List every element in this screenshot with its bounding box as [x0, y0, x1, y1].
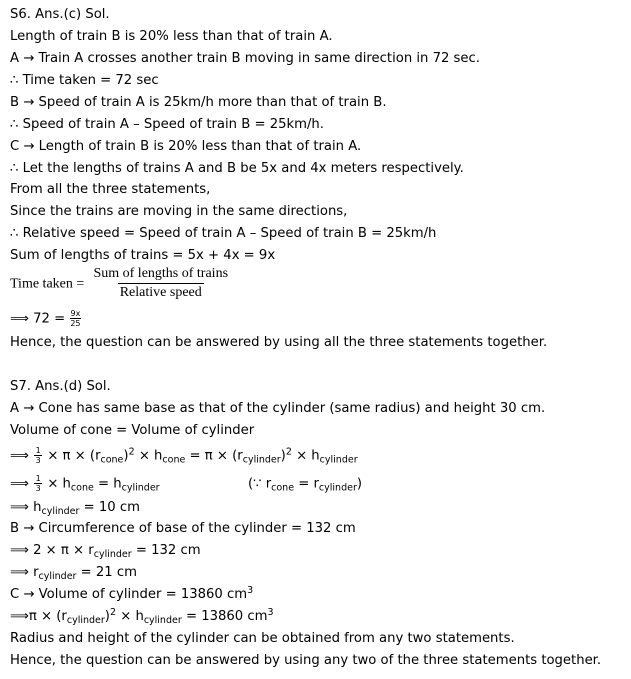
- s6-line-11: Sum of lengths of trains = 5x + 4x = 9x: [10, 248, 276, 263]
- s6-conclusion: Hence, the question can be answered by using all the three statements together.: [10, 335, 548, 350]
- line4-sup: 3: [247, 585, 254, 596]
- eq1-sub-cone-h: cone: [162, 454, 186, 466]
- eq1-part2: ): [123, 448, 129, 464]
- eq1-part5: ): [280, 448, 286, 464]
- eq2-sub-cone: cone: [70, 482, 94, 494]
- eq2-part2: = h: [98, 476, 122, 492]
- s6-line-10: ∴ Relative speed = Speed of train A – Speed of train B = 25km/h: [10, 226, 437, 241]
- formula-denominator: Relative speed: [119, 285, 202, 300]
- eq1-sub-cyl: cylinder: [242, 454, 281, 466]
- s7-statement-b: B → Circumference of base of the cylinder = 132 cm: [10, 521, 356, 536]
- eq1-frac-den: 3: [35, 456, 41, 465]
- s7-statement-a: A → Cone has same base as that of the cylinder (same radius) and height 30 cm.: [10, 401, 546, 416]
- s6-eq-72: [10, 309, 82, 329]
- eq6-pre: ⟹π × (r: [10, 609, 67, 624]
- s7-eq-2: [10, 474, 362, 494]
- s6-statement-b: B → Speed of train A is 25km/h more than that of train B.: [10, 95, 387, 110]
- s6-statement-c: C → Length of train B is 20% less than that of train A.: [10, 139, 362, 154]
- s6-line-1: Length of train B is 20% less than that of train A.: [10, 29, 333, 44]
- formula-fraction: [91, 266, 230, 301]
- eq3-post: = 10 cm: [83, 500, 140, 515]
- s7-header: S7. Ans.(d) Sol.: [10, 379, 111, 394]
- s7-line-2: Volume of cone = Volume of cylinder: [10, 423, 255, 438]
- eq2-fraction: [34, 474, 42, 493]
- eq72-denominator: 25: [70, 319, 81, 328]
- eq2-sub-cyl: cylinder: [121, 482, 160, 494]
- eq2-note-mid: = r: [298, 476, 319, 492]
- eq1-arrow: ⟹: [10, 448, 29, 464]
- eq2-note-close: ): [356, 476, 363, 492]
- s7-eq-4: [10, 542, 201, 560]
- eq1-fraction: [34, 446, 42, 465]
- eq2-part1: × h: [47, 476, 71, 492]
- s6-line-8: From all the three statements,: [10, 182, 211, 197]
- s7-eq-6: [10, 608, 273, 626]
- eq2-note-sub-cyl: cylinder: [318, 482, 357, 494]
- s6-line-5: ∴ Speed of train A – Speed of train B = 25km/h.: [10, 117, 324, 132]
- s6-line-9: Since the trains are moving in the same directions,: [10, 204, 348, 219]
- eq1-part3: × h: [138, 448, 163, 464]
- eq1-sub-cyl-h: cylinder: [319, 454, 358, 466]
- eq3-sub: cylinder: [41, 506, 80, 517]
- eq1-part1: × π × (r: [47, 448, 101, 464]
- formula-lhs: Time taken =: [10, 276, 85, 292]
- eq6-sub2: cylinder: [143, 615, 182, 626]
- eq6-mid: ): [104, 609, 110, 624]
- s7-eq-3: [10, 499, 140, 517]
- eq6-sup: 2: [109, 607, 116, 618]
- s7-statement-c: [10, 586, 253, 604]
- eq2-note-sub-cone: cone: [271, 482, 295, 494]
- s6-header: S6. Ans.(c) Sol.: [10, 7, 110, 22]
- eq6-sub1: cylinder: [66, 615, 105, 626]
- line4-pre: C → Volume of cylinder = 13860 cm: [10, 587, 248, 602]
- s7-eq-5: [10, 564, 137, 582]
- eq5-sub: cylinder: [38, 571, 77, 582]
- eq1-frac-num: 1: [35, 446, 41, 455]
- s7-eq-1: [10, 446, 358, 466]
- s6-time-formula: [10, 266, 230, 301]
- eq4-sub: cylinder: [93, 549, 132, 560]
- eq6-post: = 13860 cm: [185, 609, 268, 624]
- eq5-pre: ⟹ r: [10, 565, 39, 580]
- eq1-part6: × h: [296, 448, 320, 464]
- eq72-numerator: 9x: [70, 309, 81, 318]
- eq6-sup3: 3: [267, 607, 274, 618]
- s6-statement-a: A → Train A crosses another train B moving in same direction in 72 sec.: [10, 51, 480, 66]
- s6-line-7: ∴ Let the lengths of trains A and B be 5x and 4x meters respectively.: [10, 161, 464, 176]
- eq2-frac-den: 3: [35, 484, 41, 493]
- eq1-sup: 2: [128, 446, 135, 458]
- eq2-note-open: (∵ r: [247, 476, 272, 492]
- eq72-fraction: [70, 309, 80, 328]
- eq6-mid2: × h: [120, 609, 144, 624]
- eq1-part4: = π × (r: [189, 448, 243, 464]
- eq4-post: = 132 cm: [135, 543, 201, 558]
- eq5-post: = 21 cm: [80, 565, 137, 580]
- eq3-pre: ⟹ h: [10, 500, 42, 515]
- eq2-arrow: ⟹: [10, 476, 29, 492]
- eq72-lhs: ⟹ 72 =: [10, 311, 66, 327]
- formula-numerator: Sum of lengths of trains: [93, 266, 229, 281]
- eq2-frac-num: 1: [35, 474, 41, 483]
- eq1-sub-cone: cone: [100, 454, 124, 466]
- s7-line-5: Radius and height of the cylinder can be obtained from any two statements.: [10, 631, 515, 646]
- eq4-pre: ⟹ 2 × π × r: [10, 543, 94, 558]
- s6-line-3: ∴ Time taken = 72 sec: [10, 73, 159, 88]
- eq1-sup-b: 2: [285, 446, 292, 458]
- s7-conclusion: Hence, the question can be answered by using any two of the three statements together.: [10, 653, 602, 668]
